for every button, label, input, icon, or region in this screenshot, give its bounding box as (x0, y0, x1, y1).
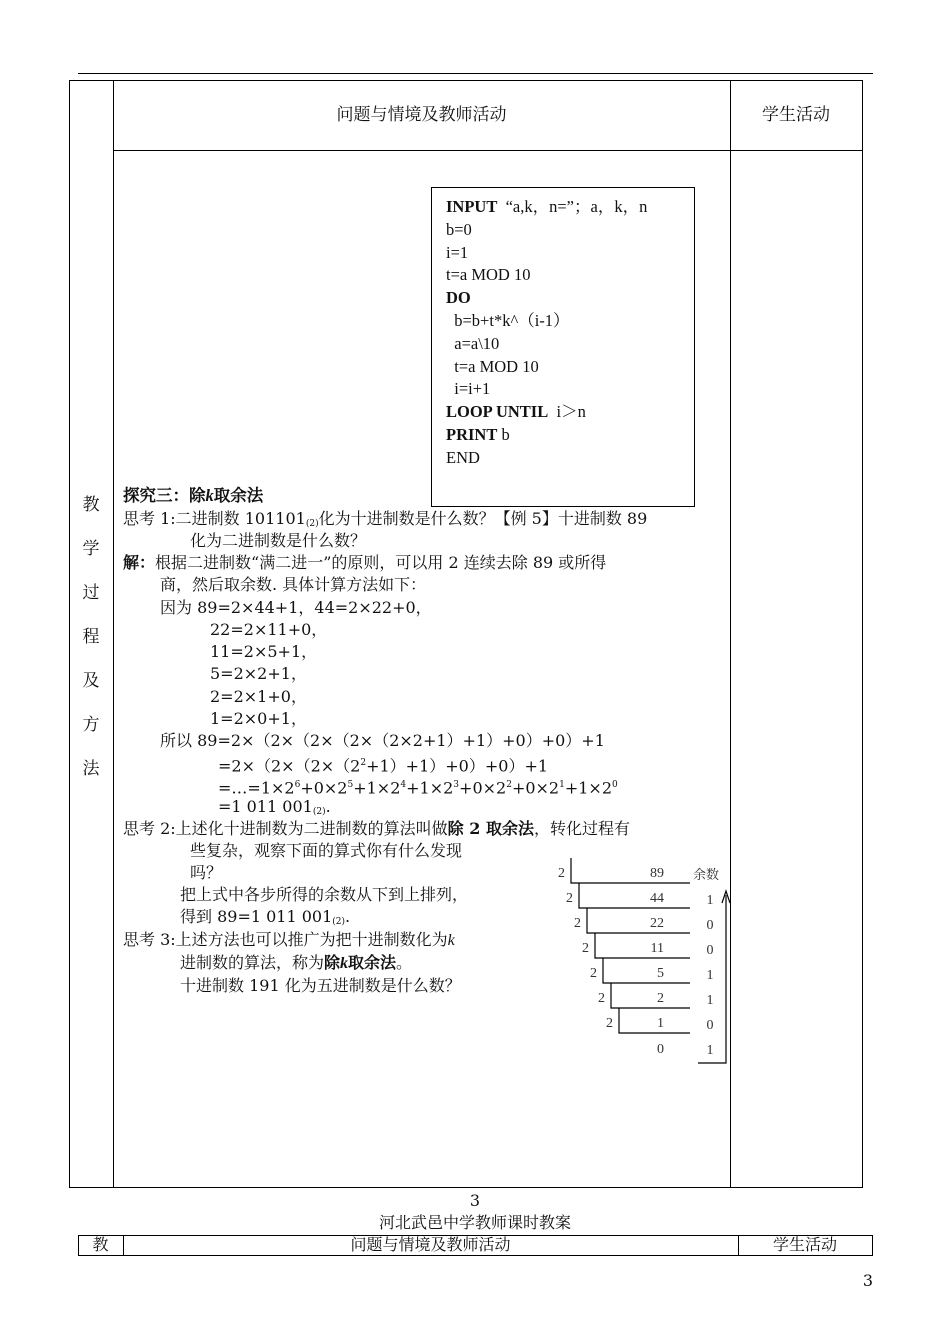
code-line: a=a\10 (446, 333, 500, 353)
divisor: 2 (582, 941, 589, 956)
solution-so-line2: $=2\times(2\times(2\times(2^2+1)+1)+0)+0)+1$ (218, 756, 549, 776)
remainder: 1 (706, 968, 714, 983)
solution-step: 22=2×11+0， (210, 620, 328, 639)
solution-line2: 商，然后取余数. 具体计算方法如下： (160, 575, 427, 594)
divisor: 2 (606, 1016, 613, 1031)
quotient: 2 (657, 991, 664, 1006)
solution-so-line1: 所以 89=2×（2×（2×（2×（2×2+1）+1）+0）+0）+1 (160, 731, 605, 750)
divisor: 2 (558, 866, 565, 881)
solution-step: 2=2×1+0， (210, 687, 307, 706)
remainder: 1 (706, 993, 714, 1008)
header-right: 学生活动 (762, 105, 830, 125)
side-char: 学 (82, 539, 100, 559)
side-char: 及 (82, 671, 100, 691)
quotient: 11 (650, 941, 664, 956)
footer-col-middle: 问题与情境及教师活动 (350, 1235, 511, 1254)
think2-line1: 思考 2:上述化十进制数为二进制数的算法叫做除 2 取余法，转化过程有 (123, 819, 630, 838)
page-number: 3 (469, 1191, 481, 1210)
remainder: 0 (706, 943, 714, 958)
code-line: END (446, 447, 480, 467)
page-number-right: 3 (862, 1271, 874, 1290)
col-divider-1 (113, 80, 114, 1188)
section-title: 探究三：除k取余法 (123, 486, 264, 505)
footer-col-right: 学生活动 (772, 1235, 837, 1254)
quotient: 5 (657, 966, 664, 981)
think2-line2: 些复杂，观察下面的算式你有什么发现 (190, 841, 463, 860)
code-line: b=b+t*k^（i-1） (446, 310, 570, 330)
division-diagram (550, 855, 730, 1070)
remainder: 1 (706, 893, 714, 908)
think1-line2: 化为二进制数是什么数？ (190, 531, 367, 550)
remainder: 0 (706, 1018, 714, 1033)
side-char: 程 (82, 627, 100, 647)
top-rule (78, 73, 873, 74)
code-line: t=a MOD 10 (446, 356, 539, 376)
table-bottom-border (69, 1187, 863, 1188)
code-line: PRINT b (446, 424, 510, 444)
school-title: 河北武邑中学教师课时教案 (378, 1213, 571, 1232)
divisor: 2 (590, 966, 597, 981)
solution-line1: 解：根据二进制数“满二进一”的原则，可以用 2 连续去除 89 或所得 (123, 553, 607, 572)
divisor: 2 (566, 891, 573, 906)
think1-line1: 思考 1:二进制数 $101101_{(2)}$化为十进制数是什么数？【例 5】十进制数 89 (123, 509, 648, 529)
code-line: INPUT “a,k，n=”；a，k，n (446, 197, 648, 216)
solution-step: 因为 89=2×44+1，44=2×22+0， (160, 598, 432, 617)
table-right-border (862, 80, 863, 1188)
quotient: 1 (657, 1016, 664, 1031)
side-char: 方 (82, 715, 100, 735)
quotient: 22 (650, 916, 664, 931)
solution-so-line4: =1 011 $001_{(2)}$. (218, 797, 331, 817)
quotient: 89 (650, 866, 664, 881)
code-line: t=a MOD 10 (446, 265, 531, 285)
program-code-box (431, 187, 695, 507)
code-line: LOOP UNTIL i＞n (446, 402, 586, 422)
table-top-border (69, 80, 863, 81)
code-line: i=1 (446, 242, 469, 262)
col-divider-2 (730, 80, 731, 1188)
quotient: 0 (657, 1042, 664, 1057)
think3-line1: 思考 3:上述方法也可以推广为把十进制数化为k (123, 930, 455, 949)
footer-table-bottom (78, 1255, 873, 1256)
code-line: DO (446, 288, 471, 308)
think3-line2: 进制数的算法，称为除k取余法。 (180, 953, 413, 972)
remainder: 0 (706, 918, 714, 933)
side-char: 法 (82, 759, 100, 779)
quotient: 44 (650, 891, 664, 906)
code-line: b=0 (446, 219, 472, 239)
think2-line5: 得到 89=1 011 $001_{(2)}$. (180, 907, 351, 927)
divisor: 2 (574, 916, 581, 931)
side-char: 教 (82, 495, 100, 515)
footer-col-left: 教 (92, 1235, 109, 1254)
header-middle: 问题与情境及教师活动 (336, 105, 507, 125)
solution-step: 11=2×5+1， (210, 642, 318, 661)
side-char: 过 (82, 583, 100, 603)
solution-so-line3: $=\dots=1\times 2^6+0\times 2^5+1\times 2^4+1\times 2^3+0\times 2^2+0\times 2^1+1\times 2^0$ (218, 778, 618, 798)
remainder: 1 (706, 1043, 714, 1058)
table-left-border (69, 80, 70, 1188)
solution-step: 5=2×2+1， (210, 664, 307, 683)
remainder-label: 余数 (693, 868, 720, 883)
solution-step: 1=2×0+1， (210, 709, 307, 728)
divisor: 2 (598, 991, 605, 1006)
code-line: i=i+1 (446, 379, 491, 399)
header-bottom-border (113, 150, 863, 151)
think2-line3: 吗？ (190, 863, 223, 882)
think2-line4: 把上式中各步所得的余数从下到上排列， (180, 885, 469, 904)
think3-line3: 十进制数 191 化为五进制数是什么数？ (180, 976, 461, 995)
footer-col-border (872, 1235, 873, 1256)
